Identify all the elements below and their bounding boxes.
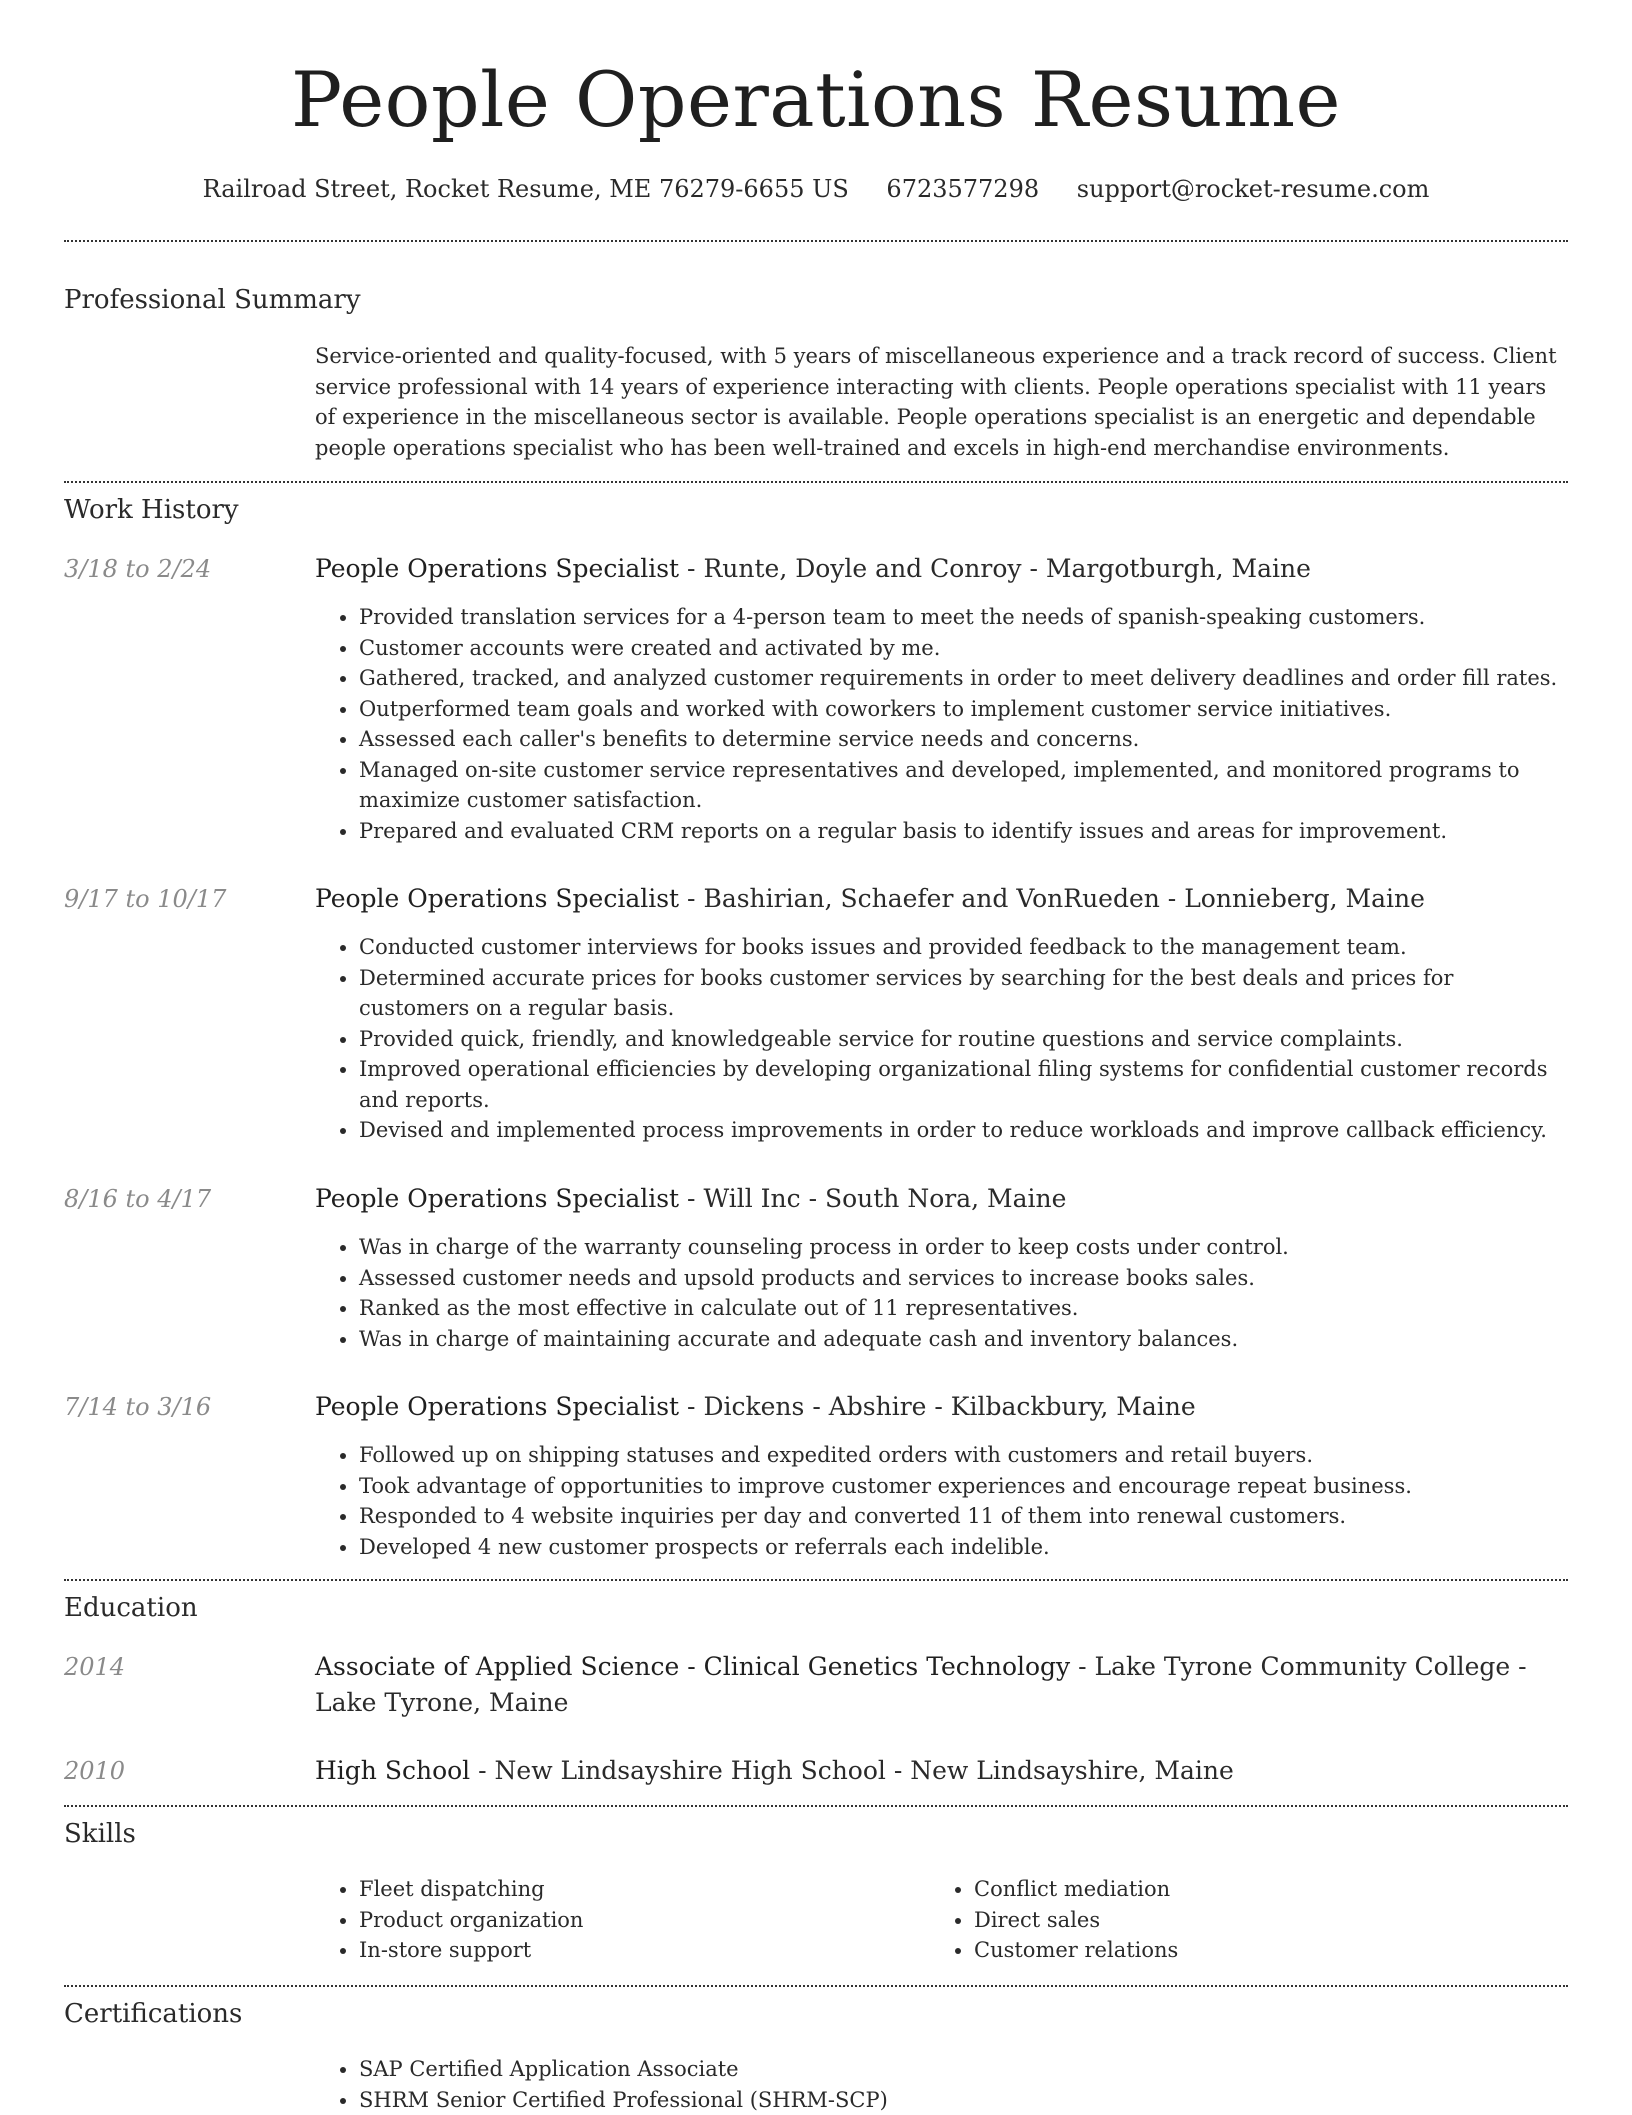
job-heading <box>315 1181 1568 1217</box>
job-bullet: • Took advantage of opportunities to improve customer experiences and encourage repeat business. <box>359 1471 1568 1502</box>
section-title-skills: Skills <box>64 1817 136 1851</box>
education-degree: Associate of Applied Science - Clinical Genetics Technology <box>315 1652 1070 1681</box>
job-bullet: • Prepared and evaluated CRM reports on a regular basis to identify issues and areas for improvement. <box>359 816 1568 847</box>
job-bullet: • Developed 4 new customer prospects or referrals each indelible. <box>359 1532 1568 1563</box>
job-dates: 9/17 to 10/17 <box>64 882 226 916</box>
education-year: 2010 <box>64 1754 125 1788</box>
job-bullet: • Customer accounts were created and activated by me. <box>359 633 1568 664</box>
section-divider <box>64 1985 1568 1987</box>
education-entry <box>315 1649 1568 1721</box>
contact-email: support@rocket-resume.com <box>1077 175 1430 203</box>
job-bullet: • Improved operational efficiencies by developing organizational filing systems for confidential customer records and reports. <box>359 1054 1568 1115</box>
job-bullet-list <box>315 932 1568 1146</box>
job-bullet: • Responded to 4 website inquiries per day and converted 11 of them into renewal customers. <box>359 1501 1568 1532</box>
job-bullet: • Ranked as the most effective in calculate out of 11 representatives. <box>359 1293 1568 1324</box>
job-dates: 7/14 to 3/16 <box>64 1390 211 1424</box>
education-degree: High School <box>315 1756 470 1785</box>
job-dates: 8/16 to 4/17 <box>64 1182 211 1216</box>
section-divider <box>64 1579 1568 1581</box>
skill-item: • Product organization <box>359 1905 875 1936</box>
job-bullet-list <box>315 1440 1568 1562</box>
section-title-summary: Professional Summary <box>64 283 361 317</box>
job-bullet-list <box>315 1232 1568 1354</box>
job-employer-location: - Dickens - Abshire - Kilbackbury, Maine <box>679 1392 1196 1421</box>
job-bullet: • Assessed customer needs and upsold products and services to increase books sales. <box>359 1263 1568 1294</box>
resume-header <box>0 0 1632 206</box>
skills-list-left <box>315 1874 875 1966</box>
section-title-work-history: Work History <box>64 493 239 527</box>
job-employer-location: - Will Inc - South Nora, Maine <box>679 1184 1066 1213</box>
job-bullet: • Provided translation services for a 4-person team to meet the needs of spanish-speaking customers. <box>359 602 1568 633</box>
summary-text: Service-oriented and quality-focused, with 5 years of miscellaneous experience and a track record of success. Client service professional with 14 years of experience interacting with clients. People operations specialist with 11 years of experience in the miscellaneous sector is available. People operations specialist is an energetic and dependable people operations specialist who has been well-trained and excels in high-end merchandise environments. <box>315 341 1568 463</box>
job-bullet: • Was in charge of the warranty counseling process in order to keep costs under control. <box>359 1232 1568 1263</box>
job-dates: 3/18 to 2/24 <box>64 552 211 586</box>
job-bullet: • Provided quick, friendly, and knowledgeable service for routine questions and service complaints. <box>359 1024 1568 1055</box>
education-entry <box>315 1753 1568 1789</box>
job-bullet: • Devised and implemented process improvements in order to reduce workloads and improve callback efficiency. <box>359 1115 1568 1146</box>
contact-line <box>0 172 1632 206</box>
certifications-list <box>315 2054 1568 2115</box>
education-school-location: - New Lindsayshire High School - New Lindsayshire, Maine <box>470 1756 1234 1785</box>
section-title-certifications: Certifications <box>64 1997 242 2031</box>
skills-list-right <box>930 1874 1490 1966</box>
job-heading <box>315 551 1568 587</box>
job-bullet: • Managed on-site customer service representatives and developed, implemented, and monitored programs to maximize customer satisfaction. <box>359 755 1568 816</box>
education-year: 2014 <box>64 1650 125 1684</box>
job-employer-location: - Bashirian, Schaefer and VonRueden - Lonnieberg, Maine <box>679 884 1425 913</box>
job-bullet: • Conducted customer interviews for books issues and provided feedback to the management team. <box>359 932 1568 963</box>
skill-item: • Fleet dispatching <box>359 1874 875 1905</box>
skill-item: • Customer relations <box>974 1935 1490 1966</box>
skill-item: • In-store support <box>359 1935 875 1966</box>
skill-item: • Direct sales <box>974 1905 1490 1936</box>
certification-item: • SHRM Senior Certified Professional (SHRM-SCP) <box>359 2085 1568 2115</box>
job-heading <box>315 1389 1568 1425</box>
section-divider <box>64 1805 1568 1807</box>
job-title: People Operations Specialist <box>315 884 679 913</box>
job-bullet-list <box>315 602 1568 846</box>
job-bullet: • Outperformed team goals and worked with coworkers to implement customer service initiatives. <box>359 694 1568 725</box>
contact-address: Railroad Street, Rocket Resume, ME 76279-6655 US <box>203 175 849 203</box>
job-bullet: • Assessed each caller's benefits to determine service needs and concerns. <box>359 724 1568 755</box>
education-school-location: - Lake Tyrone Community College - Lake Tyrone, Maine <box>315 1652 1527 1717</box>
job-title: People Operations Specialist <box>315 1392 679 1421</box>
section-title-education: Education <box>64 1591 198 1625</box>
job-bullet: • Was in charge of maintaining accurate and adequate cash and inventory balances. <box>359 1324 1568 1355</box>
skill-item: • Conflict mediation <box>974 1874 1490 1905</box>
section-divider <box>64 240 1568 242</box>
job-bullet: • Gathered, tracked, and analyzed customer requirements in order to meet delivery deadlines and order fill rates. <box>359 663 1568 694</box>
section-divider <box>64 481 1568 483</box>
certification-item: • SAP Certified Application Associate <box>359 2054 1568 2085</box>
job-heading <box>315 881 1568 917</box>
contact-phone: 6723577298 <box>886 175 1039 203</box>
job-employer-location: - Runte, Doyle and Conroy - Margotburgh, Maine <box>679 554 1311 583</box>
job-title: People Operations Specialist <box>315 554 679 583</box>
resume-title: People Operations Resume <box>0 0 1632 150</box>
job-bullet: • Determined accurate prices for books customer services by searching for the best deals and prices for customers on a regular basis. <box>359 963 1568 1024</box>
job-title: People Operations Specialist <box>315 1184 679 1213</box>
job-bullet: • Followed up on shipping statuses and expedited orders with customers and retail buyers. <box>359 1440 1568 1471</box>
